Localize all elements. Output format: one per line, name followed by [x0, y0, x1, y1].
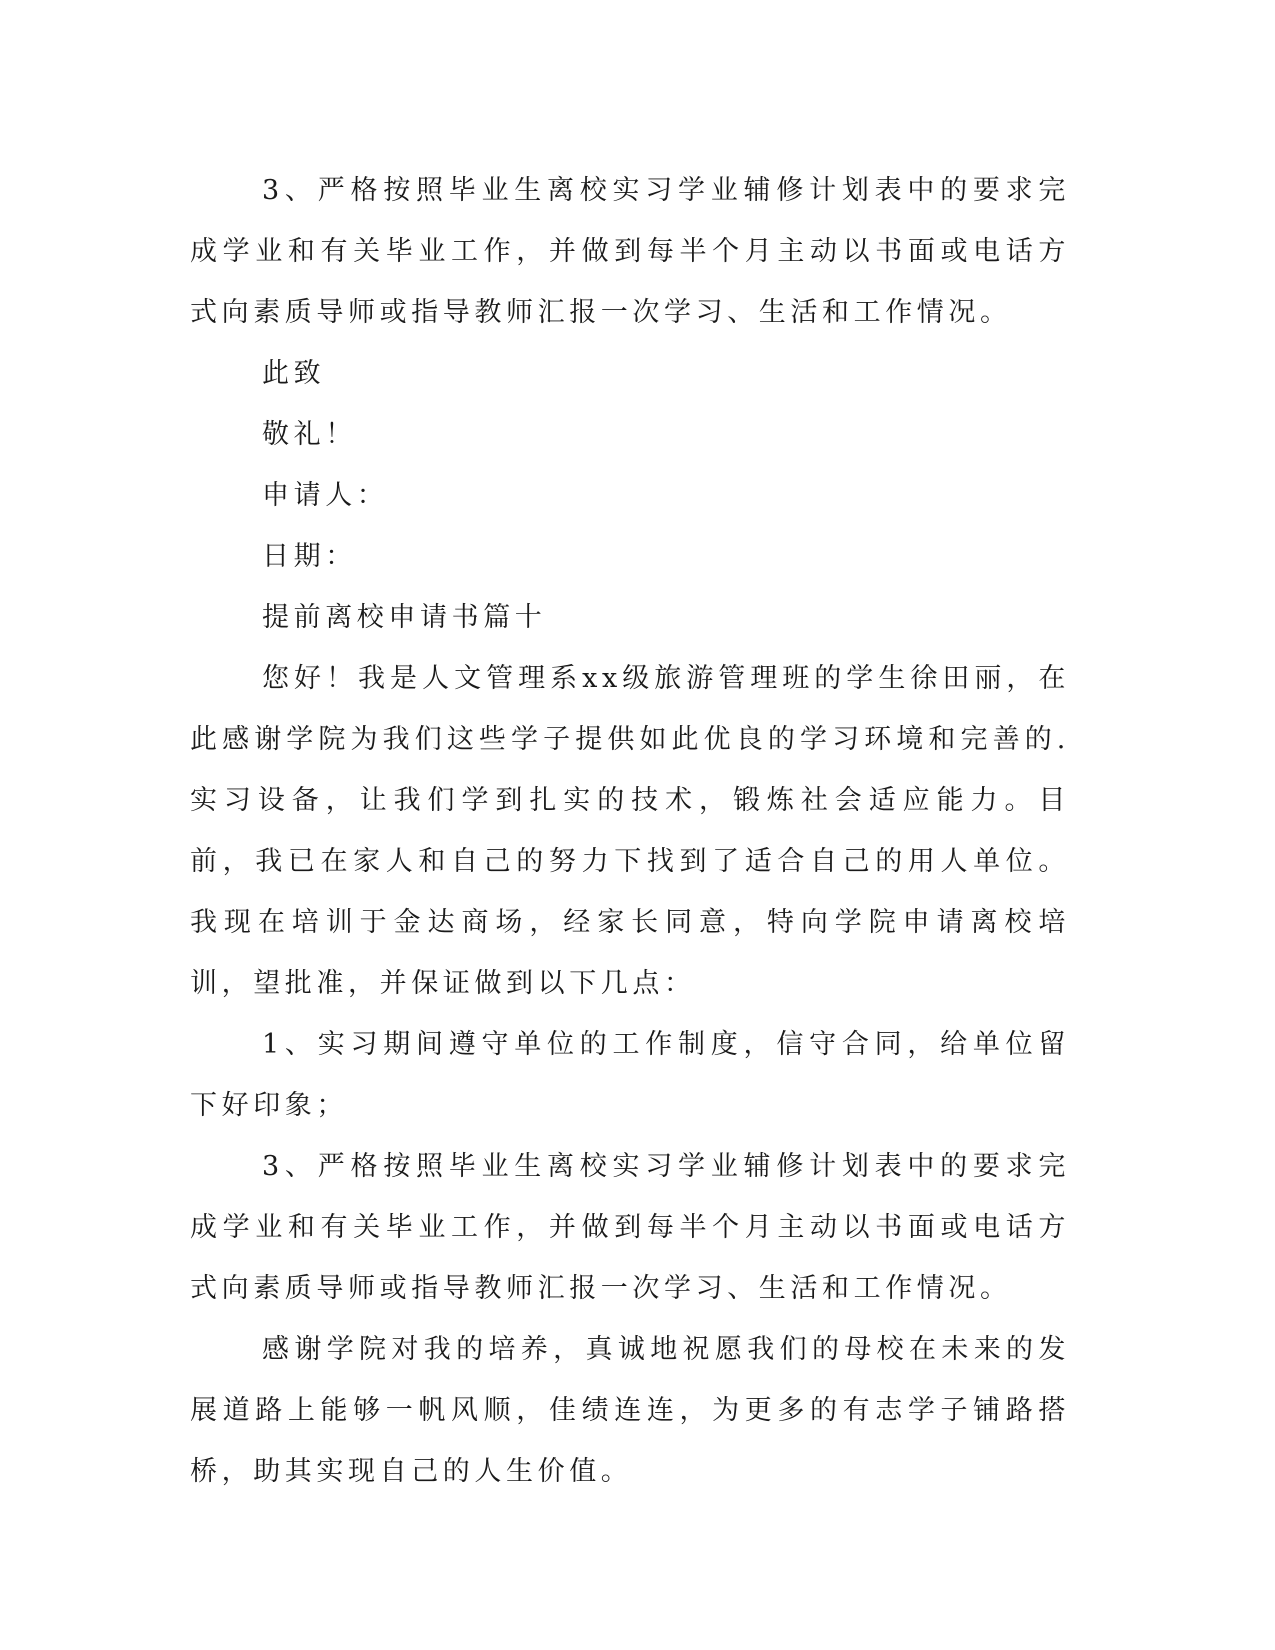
document-body: [190, 160, 1070, 1502]
paragraph-point-3: 3、严格按照毕业生离校实习学业辅修计划表中的要求完成学业和有关毕业工作，并做到每半个月主动以书面或电话方式向素质导师或指导教师汇报一次学习、生活和工作情况。: [190, 1151, 1070, 1304]
paragraph-greeting: 您好！我是人文管理系xx级旅游管理班的学生徐田丽，在此感谢学院为我们这些学子提供如此优良的学习环境和完善的.实习设备，让我们学到扎实的技术，锻炼社会适应能力。目前，我已在家人和自己的努力下找到了适合自己的用人单位。我现在培训于金达商场，经家长同意，特向学院申请离校培训，望批准，并保证做到以下几点：: [190, 663, 1070, 999]
paragraph-thanks: 感谢学院对我的培养，真诚地祝愿我们的母校在未来的发展道路上能够一帆风顺，佳绩连连，为更多的有志学子铺路搭桥，助其实现自己的人生价值。: [190, 1334, 1070, 1487]
section-heading: 提前离校申请书篇十: [262, 602, 547, 633]
paragraph-point-1: 1、实习期间遵守单位的工作制度，信守合同，给单位留下好印象；: [190, 1029, 1070, 1121]
applicant-label: 申请人：: [262, 480, 389, 511]
closing-regards: 敬礼！: [262, 419, 357, 450]
closing-salutation: 此致: [262, 358, 326, 389]
paragraph-requirement-3: 3、严格按照毕业生离校实习学业辅修计划表中的要求完成学业和有关毕业工作，并做到每半个月主动以书面或电话方式向素质导师或指导教师汇报一次学习、生活和工作情况。: [190, 175, 1070, 328]
date-label: 日期：: [262, 541, 357, 572]
